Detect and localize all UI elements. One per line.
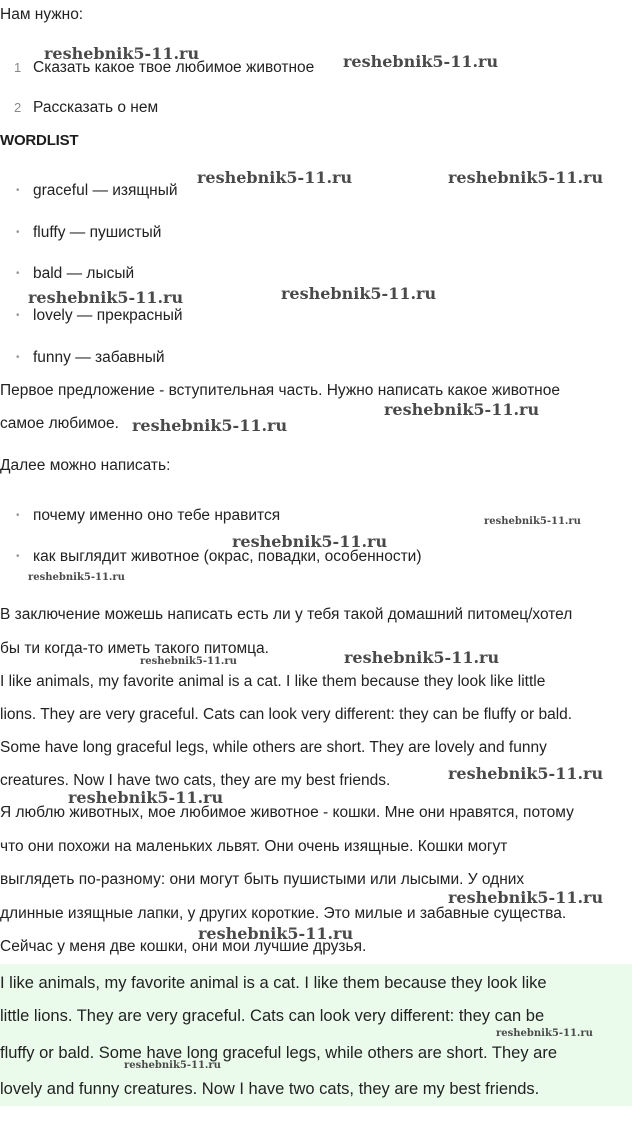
watermark: reshebnik5-11.ru <box>197 168 353 187</box>
watermark: reshebnik5-11.ru <box>448 168 604 187</box>
watermark: reshebnik5-11.ru <box>344 648 500 667</box>
intro-text: Нам нужно: <box>0 6 84 23</box>
bullet-icon: • <box>16 310 20 321</box>
bullet-icon: • <box>16 352 20 363</box>
conclusion-paragraph-line: В заключение можешь написать есть ли у тебя такой домашний питомец/хотел <box>0 606 573 623</box>
bullet-icon: • <box>16 227 20 238</box>
step-number: 2 <box>14 100 22 115</box>
watermark: reshebnik5-11.ru <box>198 924 354 943</box>
bullet-icon: • <box>16 268 20 279</box>
step-text: Сказать какое твое любимое животное <box>33 59 315 76</box>
word-text: graceful — изящный <box>33 182 178 199</box>
answer-text-line: I like animals, my favorite animal is a cat. I like them because they look like <box>0 974 547 992</box>
word-item <box>16 181 178 201</box>
watermark: reshebnik5-11.ru <box>132 416 288 435</box>
tip-item <box>16 506 280 526</box>
tip-text: почему именно оно тебе нравится <box>33 507 281 524</box>
word-text: bald — лысый <box>33 265 135 282</box>
word-item <box>16 223 161 243</box>
watermark: reshebnik5-11.ru <box>124 1060 221 1071</box>
step-item <box>14 98 158 118</box>
answer-text-line: fluffy or bald. Some have long graceful legs, while others are short. They are <box>0 1044 558 1062</box>
russian-text-line: длинные изящные лапки, у других короткие. Это милые и забавные существа. <box>0 905 567 922</box>
word-item <box>16 348 165 368</box>
answer-text-line: lovely and funny creatures. Now I have two cats, they are my best friends. <box>0 1080 540 1098</box>
watermark: reshebnik5-11.ru <box>232 532 388 551</box>
word-text: funny — забавный <box>33 349 165 366</box>
tip-text: как выглядит животное (окрас, повадки, особенности) <box>33 548 422 565</box>
watermark: reshebnik5-11.ru <box>448 764 604 783</box>
intro-paragraph-line: Первое предложение - вступительная часть. Нужно написать какое животное <box>0 382 560 399</box>
watermark: reshebnik5-11.ru <box>28 572 125 583</box>
watermark: reshebnik5-11.ru <box>496 1028 593 1039</box>
english-text-line: lions. They are very graceful. Cats can look very different: they can be fluffy or bald. <box>0 706 573 723</box>
step-number: 1 <box>14 60 22 75</box>
russian-text-line: Сейчас у меня две кошки, они мои лучшие друзья. <box>0 938 367 955</box>
watermark: reshebnik5-11.ru <box>44 44 200 63</box>
watermark: reshebnik5-11.ru <box>68 788 224 807</box>
word-item <box>16 264 134 284</box>
watermark: reshebnik5-11.ru <box>484 516 581 527</box>
watermark: reshebnik5-11.ru <box>384 400 540 419</box>
bullet-icon: • <box>16 551 20 562</box>
english-text-line: creatures. Now I have two cats, they are my best friends. <box>0 772 391 789</box>
russian-text-line: выглядеть по-разному: они могут быть пушистыми или лысыми. У одних <box>0 871 525 888</box>
watermark: reshebnik5-11.ru <box>140 656 237 667</box>
bullet-icon: • <box>16 510 20 521</box>
next-paragraph: Далее можно написать: <box>0 457 171 474</box>
answer-text-line: little lions. They are very graceful. Cats can look very different: they can be <box>0 1007 545 1025</box>
word-text: fluffy — пушистый <box>33 224 162 241</box>
step-text: Рассказать о нем <box>33 99 159 116</box>
english-text-line: I like animals, my favorite animal is a cat. I like them because they look like little <box>0 673 546 690</box>
russian-text-line: Я люблю животных, мое любимое животное - кошки. Мне они нравятся, потому <box>0 804 574 821</box>
intro-paragraph-line: самое любимое. <box>0 415 119 432</box>
watermark: reshebnik5-11.ru <box>448 888 604 907</box>
watermark: reshebnik5-11.ru <box>28 288 184 307</box>
watermark: reshebnik5-11.ru <box>281 284 437 303</box>
english-text-line: Some have long graceful legs, while others are short. They are lovely and funny <box>0 739 547 756</box>
conclusion-paragraph-line: бы ти когда-то иметь такого питомца. <box>0 640 269 657</box>
word-text: lovely — прекрасный <box>33 307 183 324</box>
wordlist-heading: WORDLIST <box>0 132 79 149</box>
russian-text-line: что они похожи на маленьких львят. Они очень изящные. Кошки могут <box>0 838 508 855</box>
watermark: reshebnik5-11.ru <box>343 52 499 71</box>
word-item <box>16 306 183 326</box>
bullet-icon: • <box>16 185 20 196</box>
